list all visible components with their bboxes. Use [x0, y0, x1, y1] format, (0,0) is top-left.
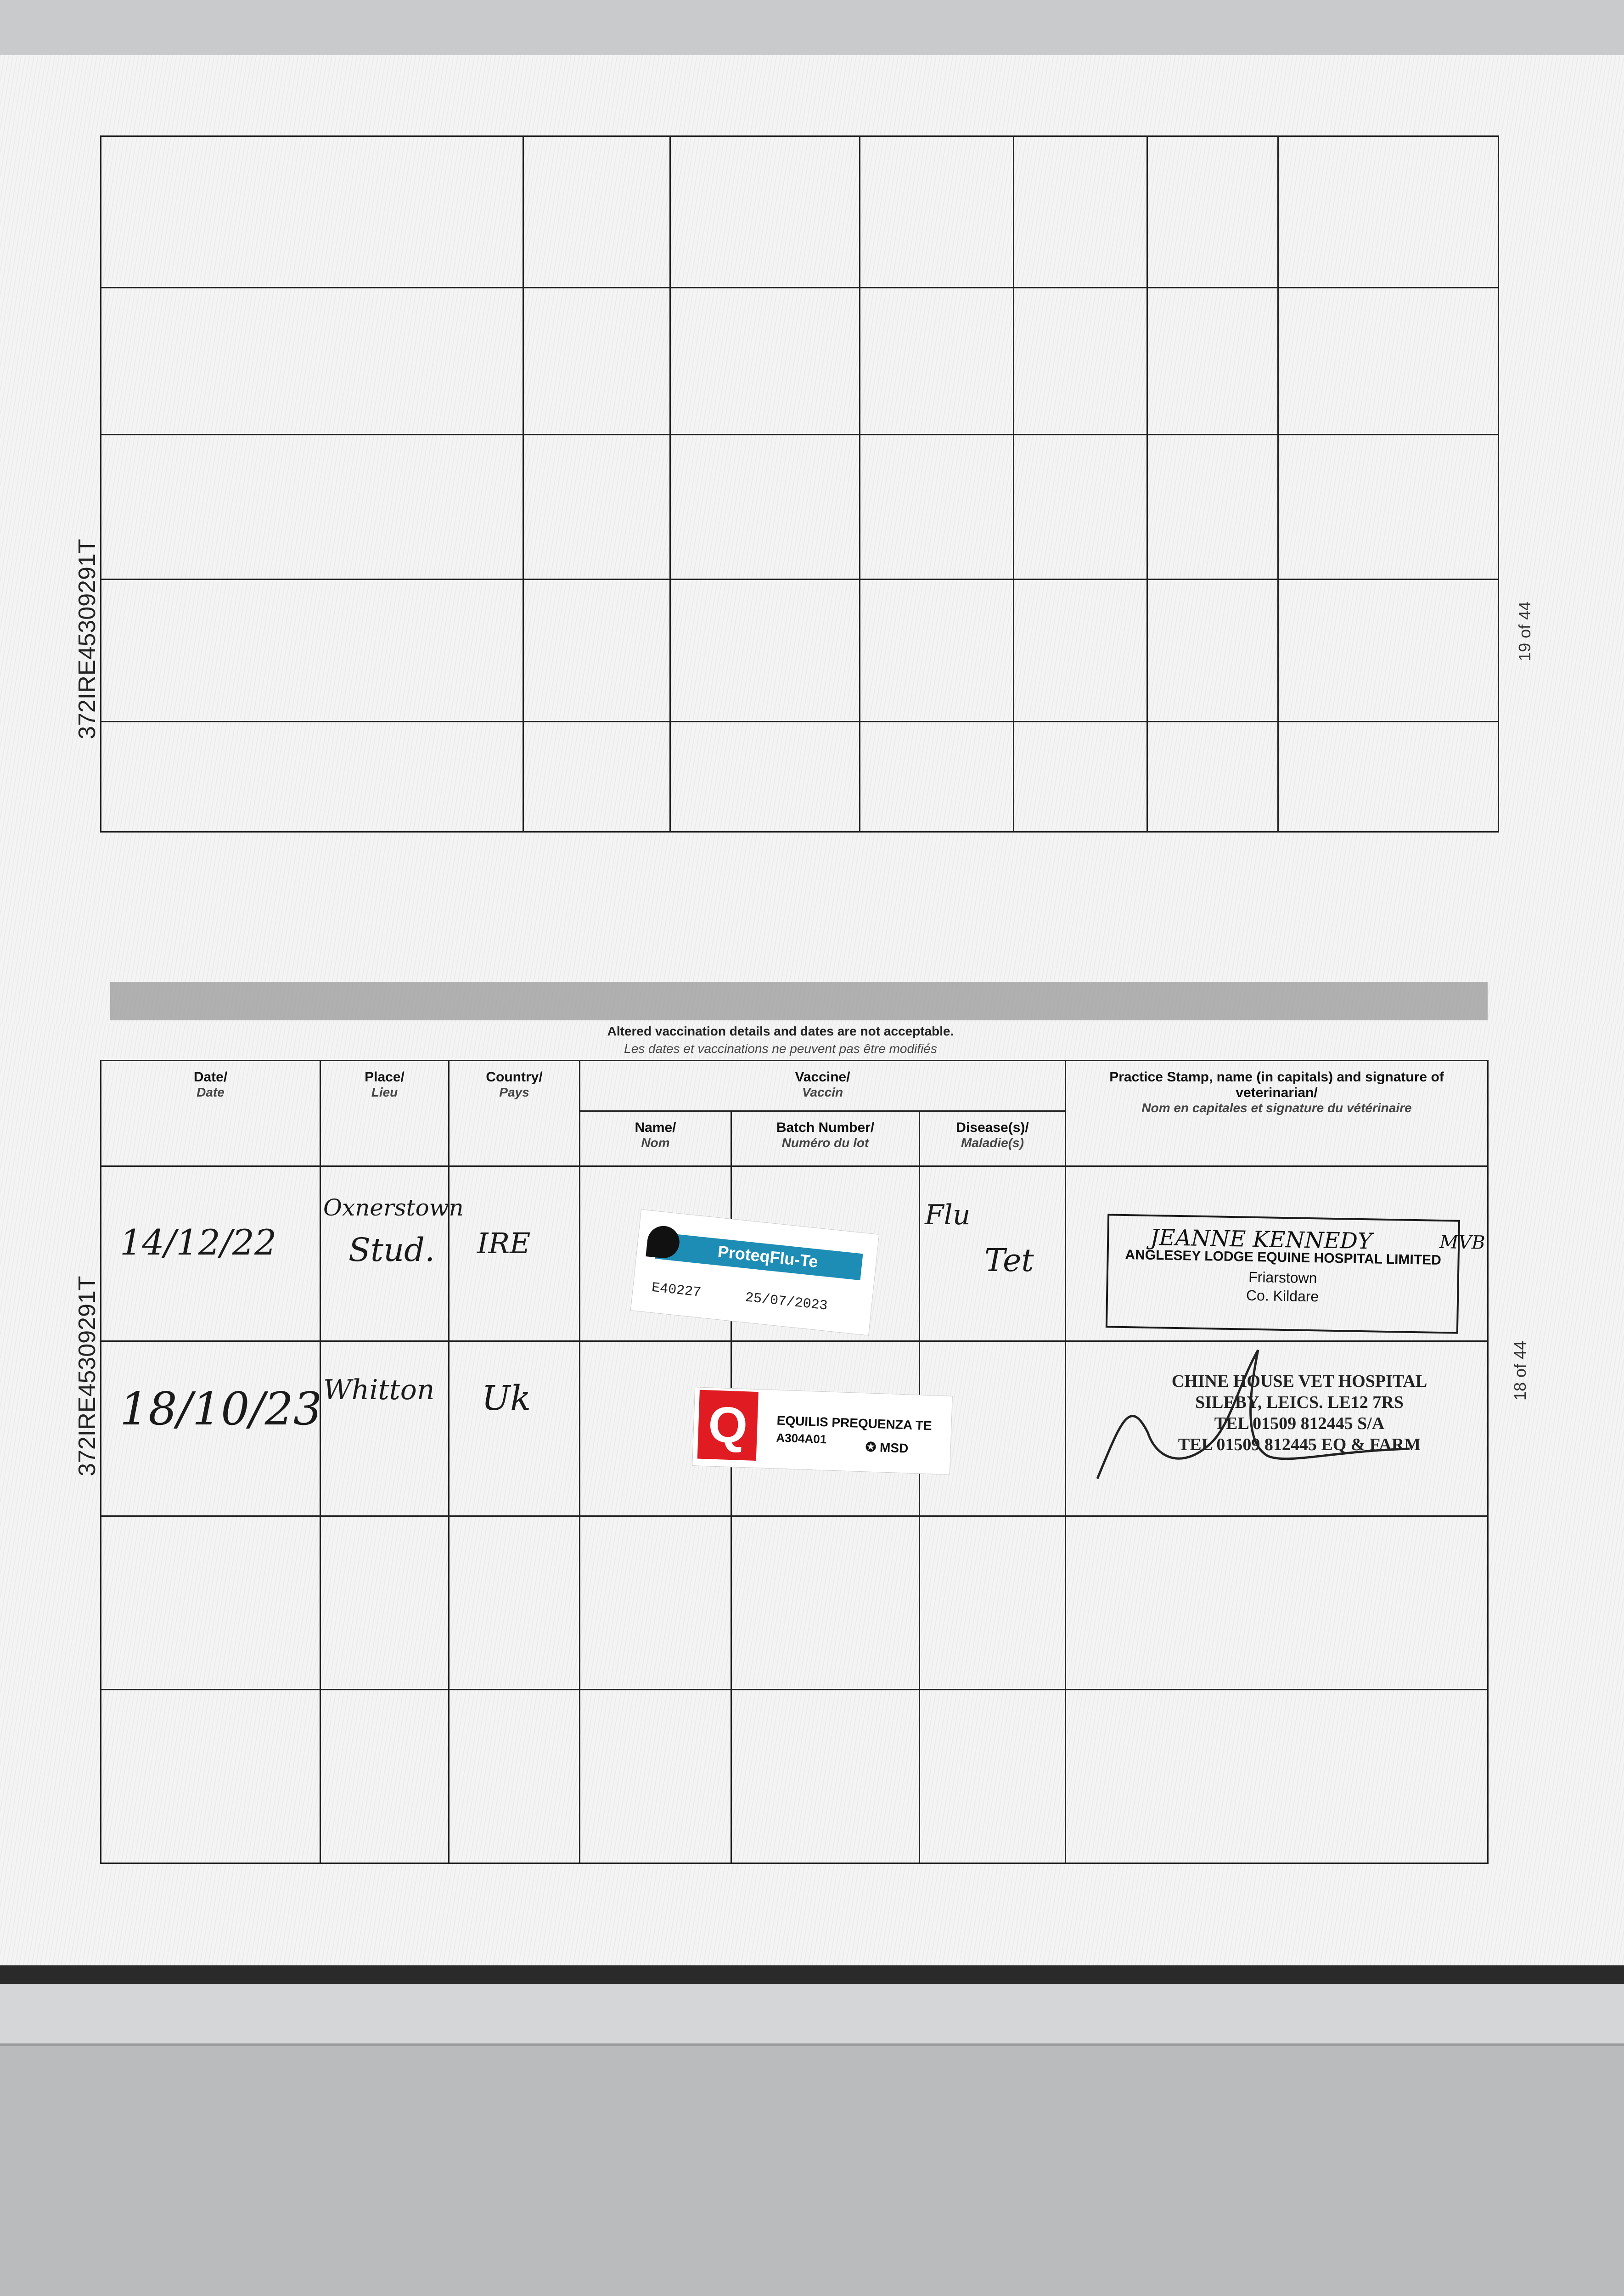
date-cell	[101, 1341, 320, 1516]
place-value-line2: Stud.	[348, 1231, 435, 1269]
table-row-empty	[101, 1690, 1488, 1863]
date-cell	[101, 1166, 320, 1341]
q-logo-icon: Q	[697, 1390, 759, 1461]
batch-number: A304A01	[775, 1430, 827, 1446]
header-place: Place/ Lieu	[320, 1061, 449, 1166]
vet-qualification: MVB	[1439, 1231, 1485, 1254]
country-value: IRE	[477, 1227, 531, 1260]
vet-signature	[1093, 1341, 1414, 1488]
header-batch-number: Batch Number/ Numéro du lot	[731, 1111, 920, 1166]
vaccine-product-name: EQUILIS PREQUENZA TE	[776, 1413, 933, 1433]
place-value: Whitton	[323, 1374, 435, 1406]
vet-name: JEANNE KENNEDY	[1150, 1224, 1373, 1255]
date-value: 18/10/23	[120, 1383, 322, 1435]
batch-number: E40227	[651, 1280, 702, 1301]
place-cell	[320, 1166, 464, 1341]
country-cell	[449, 1341, 580, 1516]
header-country: Country/ Pays	[449, 1061, 580, 1166]
section-heading-bar-mirrored	[110, 982, 1488, 1020]
stamp-line: ANGLESEY LODGE EQUINE HOSPITAL LIMITED	[1125, 1247, 1442, 1268]
place-cell	[320, 1341, 449, 1516]
serial-number-bottom: 372IRE45309291T	[74, 1276, 101, 1476]
stamp-line: CHINE HOUSE VET HOSPITAL	[1171, 1372, 1427, 1391]
serial-number-top: 372IRE45309291T	[74, 539, 101, 739]
country-cell	[449, 1166, 580, 1341]
disease-cell	[920, 1166, 1066, 1341]
disease-value-line2: Tet	[984, 1243, 1034, 1279]
scanner-background	[0, 0, 1624, 64]
practice-stamp-anglesey	[1106, 1214, 1485, 1334]
place-value-line1: Oxnerstown	[323, 1194, 464, 1221]
expiry-date: 25/07/2023	[744, 1290, 828, 1314]
header-practice-stamp: Practice Stamp, name (in capitals) and signature of veterinarian/ Nom en capitales et signature du vétérinaire	[1066, 1061, 1488, 1166]
header-vaccine: Vaccine/ Vaccin	[580, 1061, 1066, 1111]
scanner-tray	[0, 1984, 1624, 2046]
date-value: 14/12/22	[120, 1222, 277, 1263]
header-diseases: Disease(s)/ Maladie(s)	[920, 1111, 1066, 1166]
header-vaccine-name: Name/ Nom	[580, 1111, 731, 1166]
table-row-empty	[101, 1516, 1488, 1690]
page-number-bottom: 18 of 44	[1511, 1340, 1529, 1401]
stamp-line: TEL 01509 812445 EQ & FARM	[1178, 1435, 1421, 1454]
alteration-notice-fr: Les dates et vaccinations ne peuvent pas être modifiés	[624, 1041, 937, 1056]
vaccine-label-equilis	[692, 1387, 953, 1475]
stamp-line: Friarstown	[1248, 1268, 1317, 1287]
disease-value-line1: Flu	[925, 1199, 971, 1231]
page-number-top: 19 of 44	[1515, 601, 1534, 661]
vaccine-product-name: ProteqFlu-Te	[717, 1242, 819, 1272]
empty-vaccination-grid-top	[100, 135, 1499, 833]
page-edge	[0, 1965, 1624, 1984]
stamp-line: SILEBY, LEICS. LE12 7RS	[1195, 1393, 1404, 1412]
header-date: Date/ Date	[101, 1061, 320, 1166]
alteration-notice-en: Altered vaccination details and dates are not acceptable.	[607, 1024, 954, 1038]
msd-logo: ✪ MSD	[865, 1440, 909, 1456]
stamp-line: TEL 01509 812445 S/A	[1214, 1414, 1385, 1433]
stamp-line: Co. Kildare	[1246, 1287, 1319, 1305]
country-value: Uk	[482, 1379, 531, 1418]
